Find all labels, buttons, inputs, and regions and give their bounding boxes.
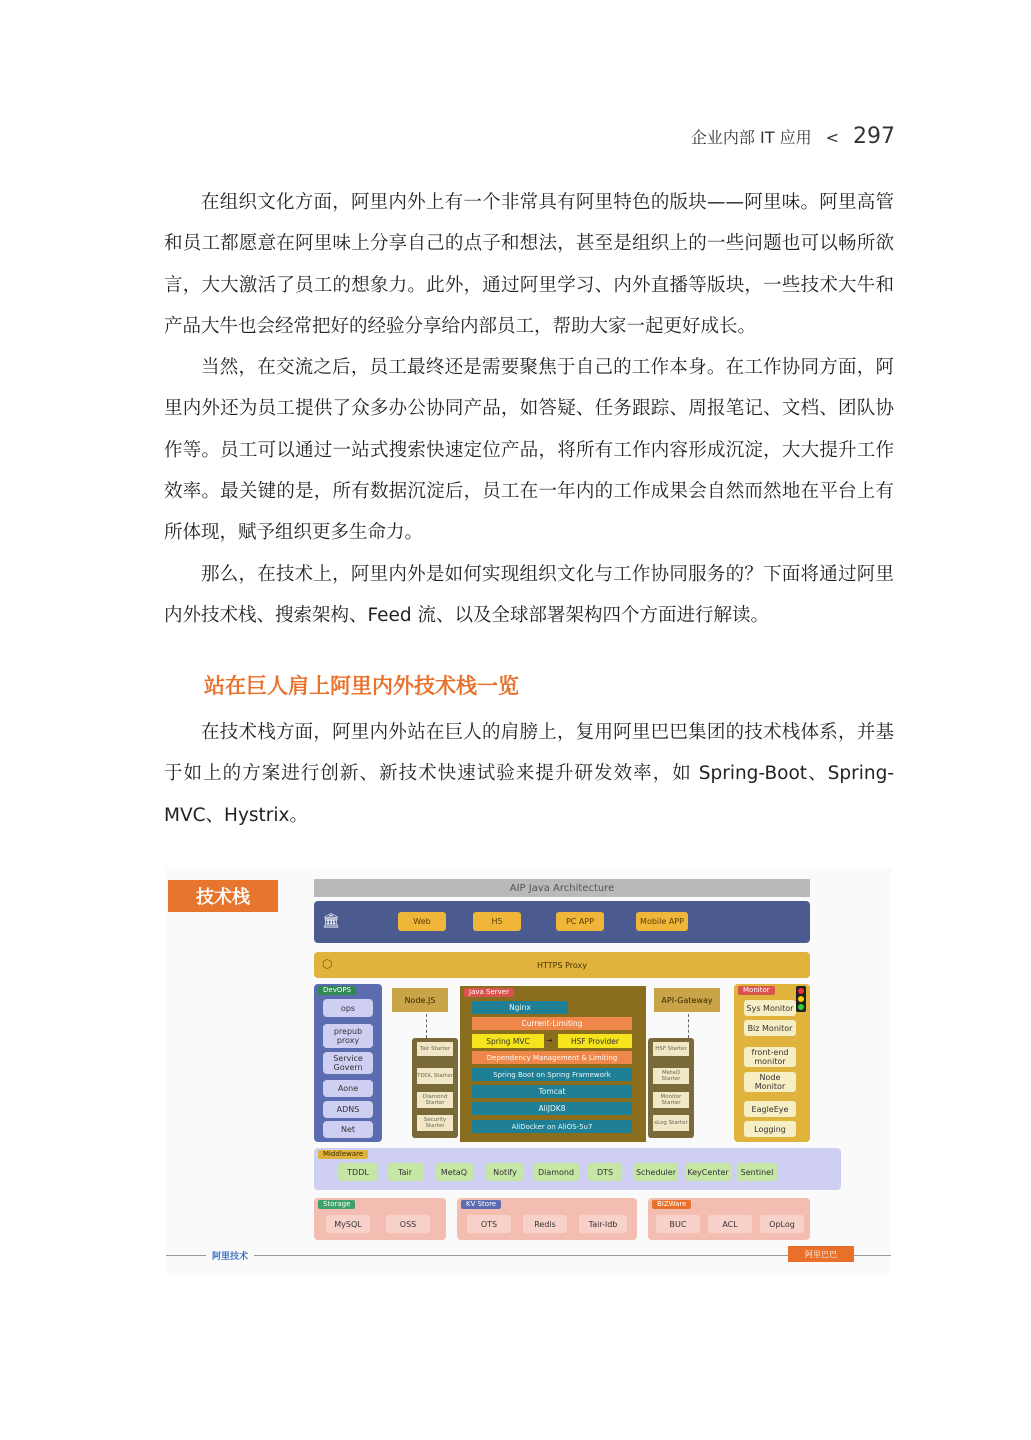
nginx-layer: Nginx — [472, 1001, 568, 1014]
starter-hsf: HSF Starter — [653, 1042, 689, 1056]
page-number: 297 — [853, 124, 895, 149]
biz-acl: ACL — [708, 1215, 752, 1233]
monitor-front-end: front-end monitor — [744, 1047, 796, 1067]
starter-security: Security Starter — [417, 1115, 453, 1131]
monitor-label: Monitor — [738, 986, 775, 995]
middleware-panel — [314, 1148, 841, 1190]
paragraph-2: 当然，在交流之后，员工最终还是需要聚焦于自己的工作本身。在工作协同方面，阿里内外还为员工提供了众多办公协同产品，如答疑、任务跟踪、周报笔记、文档、团队协作等。员工可以通过一站式搜索快速定位产品，将所有工作内容形成沉淀，大大提升工作效率。最关键的是，所有数据沉淀后，员工在一年内的工作成果会自然而然地在平台上有所体现，赋予组织更多生命力。 — [164, 357, 894, 544]
biz-buc: BUC — [656, 1215, 700, 1233]
kv-ots: OTS — [467, 1215, 511, 1233]
devops-prepub-proxy: prepub proxy — [323, 1024, 373, 1048]
devops-net: Net — [323, 1121, 373, 1138]
mw-scheduler: Scheduler — [634, 1163, 678, 1181]
mw-keycenter: KeyCenter — [685, 1163, 731, 1181]
footer-logo-left: 阿里技术 — [206, 1249, 254, 1262]
right-starters-panel — [648, 1038, 694, 1138]
devops-service-govern: Service Govern — [323, 1052, 373, 1074]
header-separator: < — [825, 128, 839, 147]
nodejs-box: Node.JS — [392, 988, 448, 1012]
monitor-logging: Logging — [744, 1121, 796, 1137]
kv-tair-ldb: Tair-ldb — [579, 1215, 627, 1233]
https-proxy-bar — [314, 952, 810, 978]
monitor-panel — [734, 984, 810, 1142]
starter-tddl: TDDL Starter — [417, 1068, 453, 1084]
section-paragraph: 在技术栈方面，阿里内外站在巨人的肩膀上，复用阿里巴巴集团的技术栈体系，并基于如上的方案进行创新、新技术快速试验来提升研发效率，如 Spring-Boot、Spring-MVC、Hystrix。 — [164, 722, 894, 826]
mw-notify: Notify — [486, 1163, 524, 1181]
devops-ops: ops — [323, 999, 373, 1017]
storage-label: Storage — [318, 1200, 355, 1209]
tomcat-layer: Tomcat — [472, 1085, 632, 1098]
nodejs-connector — [426, 1014, 427, 1038]
kvstore-label: KV Store — [461, 1200, 501, 1209]
footer-logo-right: 阿里巴巴 — [788, 1246, 854, 1262]
starter-slog: sLog Starter — [653, 1115, 689, 1131]
left-starters-panel — [412, 1038, 458, 1138]
storage-mysql: MySQL — [326, 1215, 370, 1233]
arrow-icon: → — [546, 1036, 553, 1045]
starter-monitor: Monitor Starter — [653, 1092, 689, 1108]
figure-footer-line — [166, 1255, 891, 1256]
mw-tair: Tair — [387, 1163, 423, 1181]
body-paragraphs — [164, 182, 894, 636]
alijdk-layer: AliJDK8 — [472, 1102, 632, 1115]
starter-diamond: Diamond Starter — [417, 1092, 453, 1108]
storage-oss: OSS — [386, 1215, 430, 1233]
hsf-provider-box: HSF Provider — [558, 1034, 632, 1048]
running-header — [691, 124, 895, 149]
client-pc-app: PC APP — [556, 912, 604, 931]
figure-title: 技术栈 — [168, 880, 278, 912]
monitor-eagleeye: EagleEye — [744, 1101, 796, 1117]
section-body — [164, 712, 894, 836]
tech-stack-figure — [166, 868, 891, 1273]
middleware-label: Middleware — [318, 1150, 368, 1159]
devops-label: DevOPS — [318, 986, 356, 995]
spring-boot-layer: Spring Boot on Spring Framework — [472, 1068, 632, 1081]
mw-sentinel: Sentinel — [737, 1163, 777, 1181]
storage-panel — [314, 1198, 446, 1240]
client-web: Web — [398, 912, 446, 931]
spring-mvc-box: Spring MVC — [472, 1034, 544, 1048]
bizware-panel — [648, 1198, 810, 1240]
mw-tddl: TDDL — [338, 1163, 378, 1181]
mw-dts: DTS — [588, 1163, 622, 1181]
java-server-label: Java Server — [464, 988, 514, 997]
client-layer — [314, 901, 810, 943]
hexagon-icon: ⬡ — [322, 957, 333, 971]
kvstore-panel — [457, 1198, 637, 1240]
client-h5: H5 — [473, 912, 521, 931]
bizware-label: BIZWare — [652, 1200, 691, 1209]
paragraph-3: 那么，在技术上，阿里内外是如何实现组织文化与工作协同服务的？下面将通过阿里内外技术栈、搜索架构、Feed 流、以及全球部署架构四个方面进行解读。 — [164, 563, 894, 626]
paragraph-1: 在组织文化方面，阿里内外上有一个非常具有阿里特色的版块——阿里味。阿里高管和员工都愿意在阿里味上分享自己的点子和想法，甚至是组织上的一些问题也可以畅所欲言，大大激活了员工的想象力。此外，通过阿里学习、内外直播等版块，一些技术大牛和产品大牛也会经常把好的经验分享给内部员工，帮助大家一起更好成长。 — [164, 192, 894, 337]
biz-oplog: OpLog — [760, 1215, 804, 1233]
mw-diamond: Diamond — [533, 1163, 579, 1181]
bank-icon: 🏛 — [322, 913, 340, 929]
kv-redis: Redis — [523, 1215, 567, 1233]
architecture-title-bar: AIP Java Architecture — [314, 879, 810, 897]
traffic-light-icon — [796, 986, 806, 1012]
starter-metaq: MetaQ Starter — [653, 1068, 689, 1084]
current-limiting-layer: Current-Limiting — [472, 1017, 632, 1030]
api-gateway-box: API-Gateway — [654, 988, 720, 1012]
devops-adns: ADNS — [323, 1101, 373, 1118]
devops-aone: Aone — [323, 1080, 373, 1097]
dependency-layer: Dependency Management & Limiting — [472, 1051, 632, 1064]
api-gateway-connector — [688, 1014, 689, 1038]
client-mobile-app: Mobile APP — [636, 912, 688, 931]
devops-panel — [314, 984, 382, 1142]
alidocker-layer: AliDocker on AliOS-5u7 — [472, 1120, 632, 1133]
java-server-panel — [460, 986, 646, 1142]
monitor-sys: Sys Monitor — [744, 1000, 796, 1016]
section-title: 站在巨人肩上阿里内外技术栈一览 — [204, 674, 519, 698]
mw-metaq: MetaQ — [435, 1163, 473, 1181]
running-title: 企业内部 IT 应用 — [690, 128, 812, 147]
monitor-biz: Biz Monitor — [744, 1020, 796, 1036]
https-proxy-label: HTTPS Proxy — [536, 960, 587, 970]
monitor-node: Node Monitor — [744, 1072, 796, 1092]
starter-tair: Tair Starter — [417, 1042, 453, 1056]
